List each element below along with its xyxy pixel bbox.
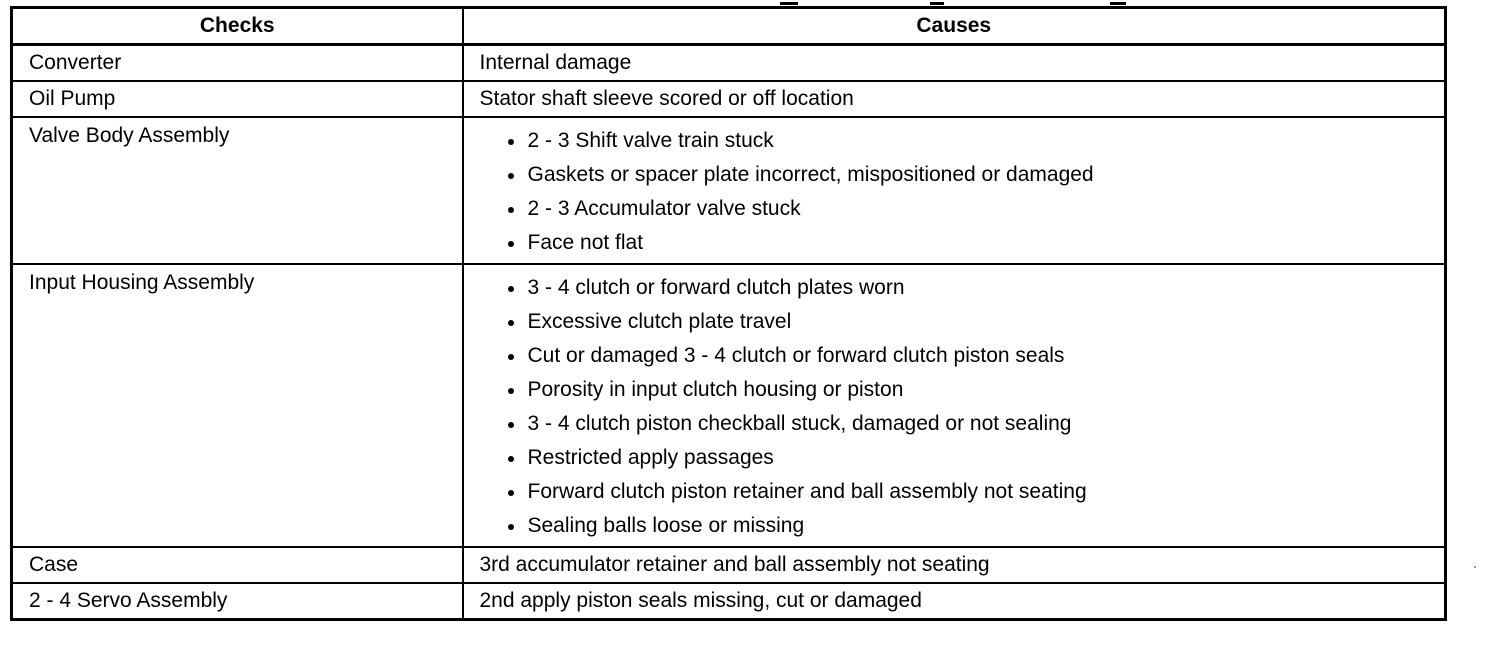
- list-item: Face not flat: [504, 226, 1445, 260]
- table-row: [12, 264, 1446, 547]
- check-cell: Valve Body Assembly: [12, 117, 463, 264]
- list-item: Sealing balls loose or missing: [504, 509, 1445, 543]
- list-item: 3 - 4 clutch or forward clutch plates worn: [504, 271, 1445, 305]
- check-cell: 2 - 4 Servo Assembly: [12, 583, 463, 620]
- cause-cell: 2nd apply piston seals missing, cut or damaged: [463, 583, 1446, 620]
- cause-cell: Stator shaft sleeve scored or off location: [463, 81, 1446, 117]
- table-row: [12, 45, 1446, 82]
- check-cell: Converter: [12, 45, 463, 82]
- cause-cell: Internal damage: [463, 45, 1446, 82]
- list-item: 2 - 3 Accumulator valve stuck: [504, 192, 1445, 226]
- table-row: [12, 547, 1446, 583]
- list-item: Excessive clutch plate travel: [504, 305, 1445, 339]
- cause-list: [480, 124, 1445, 260]
- list-item: Cut or damaged 3 - 4 clutch or forward clutch piston seals: [504, 339, 1445, 373]
- list-item: Gaskets or spacer plate incorrect, mispositioned or damaged: [504, 158, 1445, 192]
- diagnosis-table: [10, 6, 1447, 621]
- checks-header: Checks: [12, 8, 463, 45]
- causes-header: Causes: [463, 8, 1446, 45]
- cause-list: [480, 271, 1445, 543]
- table-row: [12, 583, 1446, 620]
- cause-cell: 3rd accumulator retainer and ball assembly not seating: [463, 547, 1446, 583]
- table-row: [12, 81, 1446, 117]
- cause-list-cell: [463, 117, 1446, 264]
- list-item: Restricted apply passages: [504, 441, 1445, 475]
- scan-speck: [1474, 566, 1476, 568]
- check-cell: Oil Pump: [12, 81, 463, 117]
- check-cell: Case: [12, 547, 463, 583]
- list-item: 3 - 4 clutch piston checkball stuck, damaged or not sealing: [504, 407, 1445, 441]
- check-cell: Input Housing Assembly: [12, 264, 463, 547]
- list-item: 2 - 3 Shift valve train stuck: [504, 124, 1445, 158]
- table-header-row: [12, 8, 1446, 45]
- table-row: [12, 117, 1446, 264]
- cause-list-cell: [463, 264, 1446, 547]
- list-item: Forward clutch piston retainer and ball assembly not seating: [504, 475, 1445, 509]
- list-item: Porosity in input clutch housing or piston: [504, 373, 1445, 407]
